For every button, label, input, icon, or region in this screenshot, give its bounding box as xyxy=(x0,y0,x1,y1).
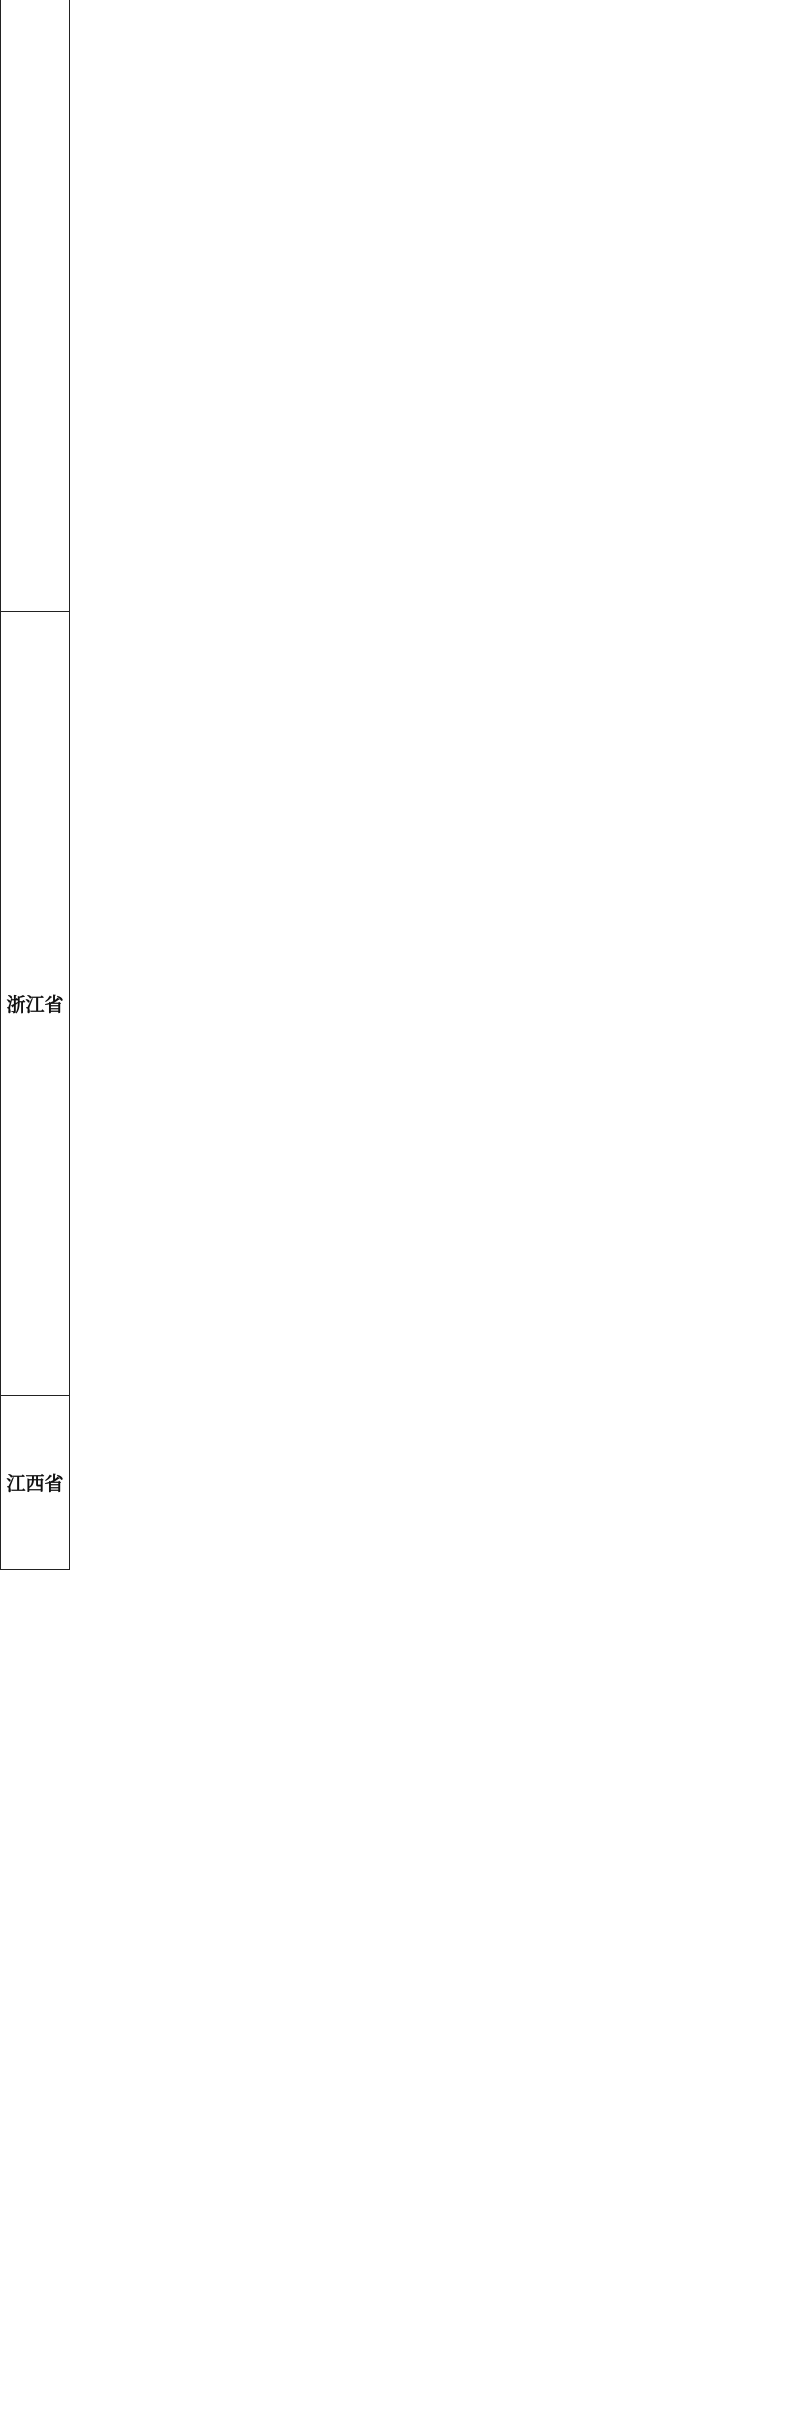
province-name: 江西省 xyxy=(6,1473,64,1495)
province-cell xyxy=(0,612,70,1396)
province-cell xyxy=(0,0,70,612)
province-cell xyxy=(0,1396,70,1570)
province-name: 浙江省 xyxy=(6,994,64,1016)
